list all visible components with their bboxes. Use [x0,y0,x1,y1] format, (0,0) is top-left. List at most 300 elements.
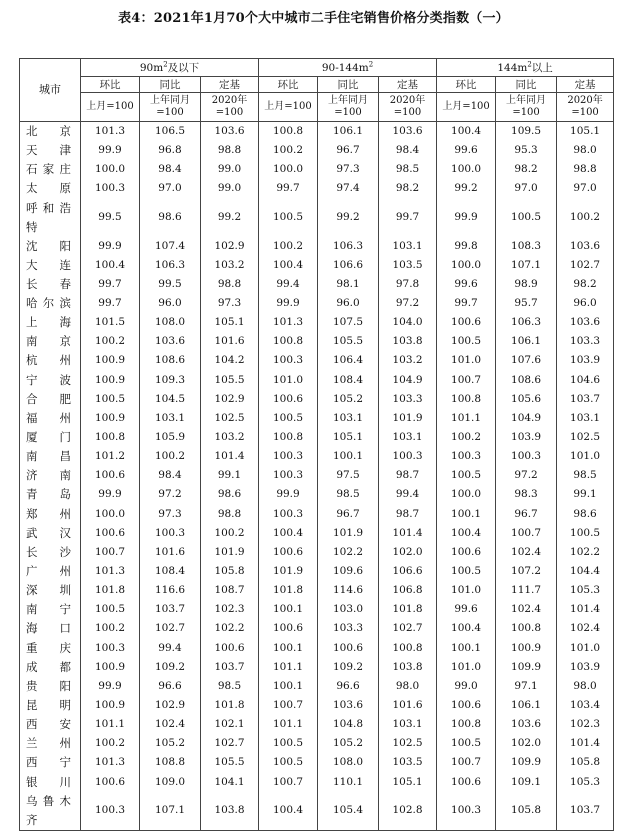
header-base-yoy: 上年同月 =100 [496,93,557,122]
table-row [20,505,614,524]
index-value: 102.4 [496,600,557,619]
index-value: 101.9 [318,524,379,543]
header-base-base: 2020年 =100 [379,93,437,122]
index-value: 99.7 [437,294,496,313]
index-value: 102.9 [201,390,259,409]
index-value: 101.3 [81,753,140,772]
index-value: 100.6 [81,524,140,543]
index-value: 100.3 [259,351,318,370]
index-value: 98.4 [140,160,201,179]
index-value: 100.6 [81,466,140,485]
index-value: 102.3 [201,600,259,619]
index-value: 102.5 [557,428,614,447]
index-value: 100.9 [81,351,140,370]
table-row [20,256,614,275]
index-value: 101.4 [557,600,614,619]
index-value: 104.6 [557,371,614,390]
index-value: 100.8 [259,122,318,142]
index-value: 102.7 [557,256,614,275]
index-value: 97.2 [140,485,201,504]
index-value: 103.8 [201,792,259,831]
index-value: 104.1 [201,773,259,792]
index-value: 103.1 [318,409,379,428]
index-value: 103.3 [379,390,437,409]
index-value: 105.5 [201,753,259,772]
city-name: 呼和浩特 [20,199,81,237]
index-value: 101.0 [437,581,496,600]
index-value: 100.3 [259,447,318,466]
index-value: 100.5 [259,199,318,237]
index-value: 100.7 [437,753,496,772]
index-value: 99.9 [81,677,140,696]
index-value: 100.7 [259,696,318,715]
index-value: 103.6 [201,122,259,142]
header-sub-mom: 环比 [81,77,140,93]
index-value: 96.7 [318,505,379,524]
index-value: 102.8 [379,792,437,831]
index-value: 96.7 [496,505,557,524]
index-value: 99.7 [81,294,140,313]
index-value: 98.7 [379,466,437,485]
header-sub-mom: 环比 [437,77,496,93]
index-value: 101.4 [379,524,437,543]
index-value: 99.4 [259,275,318,294]
index-value: 107.2 [496,562,557,581]
table-row [20,581,614,600]
index-value: 100.4 [81,256,140,275]
index-value: 100.3 [259,466,318,485]
index-value: 101.1 [81,715,140,734]
index-value: 96.6 [140,677,201,696]
index-value: 109.0 [140,773,201,792]
index-value: 100.4 [437,524,496,543]
index-value: 106.3 [140,256,201,275]
index-value: 98.7 [379,505,437,524]
index-value: 105.5 [201,371,259,390]
index-value: 111.7 [496,581,557,600]
table-row [20,600,614,619]
index-value: 99.9 [81,237,140,256]
index-value: 105.3 [557,581,614,600]
index-value: 103.6 [557,313,614,332]
city-name: 深圳 [20,581,81,600]
city-name: 银川 [20,773,81,792]
index-value: 102.5 [379,734,437,753]
index-value: 100.6 [81,773,140,792]
index-value: 108.6 [140,351,201,370]
index-value: 106.6 [318,256,379,275]
index-value: 114.6 [318,581,379,600]
index-value: 100.5 [437,562,496,581]
index-value: 100.4 [437,122,496,142]
index-value: 97.0 [140,179,201,198]
index-value: 98.1 [318,275,379,294]
index-value: 103.3 [318,619,379,638]
index-value: 100.8 [259,332,318,351]
index-value: 100.5 [496,199,557,237]
index-value: 100.0 [259,160,318,179]
header-sub-yoy: 同比 [140,77,201,93]
header-sub-base: 定基 [379,77,437,93]
index-value: 96.0 [557,294,614,313]
index-value: 100.2 [81,734,140,753]
index-value: 100.9 [81,696,140,715]
index-value: 103.1 [140,409,201,428]
index-value: 99.6 [437,275,496,294]
table-row [20,160,614,179]
index-value: 100.5 [259,753,318,772]
index-value: 100.2 [81,332,140,351]
header-city: 城市 [20,59,81,122]
index-value: 102.2 [318,543,379,562]
city-name: 厦门 [20,428,81,447]
index-value: 99.9 [259,485,318,504]
index-value: 104.0 [379,313,437,332]
index-value: 97.3 [140,505,201,524]
index-value: 101.8 [201,696,259,715]
header-sub-base: 定基 [557,77,614,93]
index-value: 101.8 [259,581,318,600]
index-value: 99.6 [437,600,496,619]
index-value: 101.4 [557,734,614,753]
city-name: 南宁 [20,600,81,619]
index-value: 107.1 [140,792,201,831]
index-value: 99.2 [318,199,379,237]
index-value: 101.0 [437,658,496,677]
index-value: 101.3 [81,122,140,142]
index-value: 100.5 [437,734,496,753]
index-value: 106.6 [379,562,437,581]
index-value: 98.8 [201,275,259,294]
index-value: 102.7 [201,734,259,753]
index-value: 102.2 [557,543,614,562]
city-name: 宁波 [20,371,81,390]
table-row [20,677,614,696]
index-value: 95.3 [496,141,557,160]
index-value: 96.6 [318,677,379,696]
index-value: 98.5 [557,466,614,485]
city-name: 大连 [20,256,81,275]
table-row [20,619,614,638]
index-value: 106.3 [496,313,557,332]
index-value: 108.4 [140,562,201,581]
header-base-yoy: 上年同月 =100 [318,93,379,122]
city-name: 昆明 [20,696,81,715]
header-sub-yoy: 同比 [496,77,557,93]
index-value: 99.1 [557,485,614,504]
header-group-small: $90m^2$及以下 [81,59,259,77]
index-value: 105.8 [496,792,557,831]
index-value: 100.3 [140,524,201,543]
index-value: 106.3 [318,237,379,256]
index-value: 100.9 [81,409,140,428]
table-row [20,371,614,390]
index-value: 100.2 [437,428,496,447]
index-value: 102.9 [140,696,201,715]
table-row [20,524,614,543]
index-value: 97.3 [318,160,379,179]
header-base-base: 2020年 =100 [201,93,259,122]
table-title: 表4：2021年1月70个大中城市二手住宅销售价格分类指数（一） [118,11,509,26]
index-value: 104.2 [201,351,259,370]
index-value: 99.8 [437,237,496,256]
index-value: 100.3 [81,179,140,198]
index-value: 99.0 [437,677,496,696]
city-name: 天津 [20,141,81,160]
header-base-mom: 上月=100 [259,93,318,122]
index-value: 99.2 [437,179,496,198]
index-value: 103.2 [201,256,259,275]
index-value: 97.1 [496,677,557,696]
index-value: 99.4 [379,485,437,504]
table-row [20,275,614,294]
index-value: 100.2 [201,524,259,543]
index-value: 103.1 [379,237,437,256]
index-value: 100.5 [259,409,318,428]
index-value: 100.6 [259,543,318,562]
index-value: 96.7 [318,141,379,160]
table-row [20,179,614,198]
index-value: 103.1 [379,428,437,447]
index-value: 99.4 [140,639,201,658]
index-value: 101.5 [81,313,140,332]
index-value: 100.8 [81,428,140,447]
index-value: 106.5 [140,122,201,142]
index-value: 98.2 [557,275,614,294]
index-value: 99.7 [259,179,318,198]
table-row [20,122,614,142]
index-value: 104.8 [318,715,379,734]
table-row [20,562,614,581]
city-name: 武汉 [20,524,81,543]
city-name: 合肥 [20,390,81,409]
index-value: 100.7 [437,371,496,390]
index-value: 106.1 [496,696,557,715]
index-value: 100.5 [81,390,140,409]
index-value: 99.0 [201,179,259,198]
index-value: 105.1 [201,313,259,332]
index-value: 103.6 [379,122,437,142]
index-value: 100.5 [259,734,318,753]
index-value: 101.9 [259,562,318,581]
table-row [20,351,614,370]
index-value: 101.0 [557,447,614,466]
index-value: 104.5 [140,390,201,409]
index-value: 99.7 [379,199,437,237]
index-value: 96.0 [318,294,379,313]
index-value: 103.6 [557,237,614,256]
index-value: 100.4 [259,256,318,275]
index-value: 101.6 [140,543,201,562]
index-value: 103.8 [379,332,437,351]
index-value: 101.6 [379,696,437,715]
index-value: 105.5 [318,332,379,351]
index-value: 105.2 [318,734,379,753]
header-sub-yoy: 同比 [318,77,379,93]
index-value: 100.1 [259,600,318,619]
city-name: 乌鲁木齐 [20,792,81,831]
header-group-large: $144m^2$以上 [437,59,614,77]
index-value: 103.7 [140,600,201,619]
index-value: 102.1 [201,715,259,734]
city-name: 石家庄 [20,160,81,179]
index-value: 100.0 [437,256,496,275]
index-value: 100.2 [557,199,614,237]
index-value: 103.9 [557,351,614,370]
city-name: 广州 [20,562,81,581]
index-value: 100.3 [259,505,318,524]
index-value: 100.3 [81,639,140,658]
index-value: 107.4 [140,237,201,256]
city-name: 长春 [20,275,81,294]
city-name: 南京 [20,332,81,351]
index-value: 99.9 [81,141,140,160]
table-row [20,409,614,428]
index-value: 105.8 [557,753,614,772]
city-name: 太原 [20,179,81,198]
index-value: 100.5 [81,600,140,619]
index-value: 102.0 [496,734,557,753]
index-value: 101.4 [201,447,259,466]
table-row [20,792,614,831]
index-value: 116.6 [140,581,201,600]
city-name: 福州 [20,409,81,428]
index-value: 100.2 [259,237,318,256]
index-value: 102.0 [379,543,437,562]
city-name: 海口 [20,619,81,638]
index-value: 98.8 [557,160,614,179]
table-row [20,141,614,160]
index-value: 108.3 [496,237,557,256]
city-name: 杭州 [20,351,81,370]
index-value: 103.2 [201,428,259,447]
index-value: 105.4 [318,792,379,831]
index-value: 109.9 [496,753,557,772]
index-value: 103.7 [201,658,259,677]
index-value: 109.5 [496,122,557,142]
index-value: 109.2 [318,658,379,677]
index-value: 99.1 [201,466,259,485]
index-value: 96.0 [140,294,201,313]
index-value: 102.4 [140,715,201,734]
header-base-yoy: 上年同月 =100 [140,93,201,122]
index-value: 98.6 [201,485,259,504]
index-value: 100.6 [259,390,318,409]
index-value: 101.3 [81,562,140,581]
index-value: 109.6 [318,562,379,581]
index-value: 107.6 [496,351,557,370]
index-value: 100.8 [437,390,496,409]
index-value: 98.0 [557,677,614,696]
index-value: 100.3 [496,447,557,466]
index-value: 108.8 [140,753,201,772]
index-value: 100.6 [201,639,259,658]
header-base-base: 2020年 =100 [557,93,614,122]
index-value: 99.5 [140,275,201,294]
header-base-mom: 上月=100 [81,93,140,122]
index-value: 103.4 [557,696,614,715]
city-name: 郑州 [20,505,81,524]
index-value: 103.3 [557,332,614,351]
index-value: 100.7 [496,524,557,543]
index-value: 99.7 [81,275,140,294]
index-value: 100.2 [140,447,201,466]
index-value: 97.3 [201,294,259,313]
index-value: 98.2 [496,160,557,179]
header-sub-base: 定基 [201,77,259,93]
index-value: 103.6 [140,332,201,351]
index-value: 107.1 [496,256,557,275]
index-value: 105.2 [318,390,379,409]
city-name: 重庆 [20,639,81,658]
index-value: 102.3 [557,715,614,734]
index-value: 99.5 [81,199,140,237]
index-value: 100.6 [318,639,379,658]
index-value: 98.6 [557,505,614,524]
index-value: 97.2 [496,466,557,485]
table-row [20,447,614,466]
index-value: 100.0 [81,160,140,179]
index-value: 97.0 [557,179,614,198]
city-name: 兰州 [20,734,81,753]
index-value: 108.0 [140,313,201,332]
table-row [20,332,614,351]
index-value: 100.8 [259,428,318,447]
index-value: 98.5 [201,677,259,696]
index-value: 109.2 [140,658,201,677]
table-row [20,734,614,753]
index-value: 103.7 [557,390,614,409]
index-value: 100.1 [437,639,496,658]
index-value: 100.2 [259,141,318,160]
index-value: 104.4 [557,562,614,581]
index-value: 100.8 [496,619,557,638]
table-row [20,658,614,677]
index-value: 95.7 [496,294,557,313]
index-value: 97.2 [379,294,437,313]
index-value: 100.2 [81,619,140,638]
index-value: 103.6 [318,696,379,715]
index-value: 101.6 [201,332,259,351]
table-row [20,294,614,313]
index-value: 110.1 [318,773,379,792]
index-value: 100.3 [437,792,496,831]
index-value: 103.6 [496,715,557,734]
index-value: 101.8 [81,581,140,600]
index-value: 104.9 [379,371,437,390]
index-value: 100.5 [437,332,496,351]
index-value: 100.7 [81,543,140,562]
index-value: 100.1 [318,447,379,466]
index-value: 98.3 [496,485,557,504]
index-value: 106.1 [318,122,379,142]
city-name: 青岛 [20,485,81,504]
index-value: 108.4 [318,371,379,390]
index-value: 98.2 [379,179,437,198]
table-row [20,543,614,562]
index-value: 100.3 [379,447,437,466]
index-value: 103.8 [379,658,437,677]
index-value: 103.9 [496,428,557,447]
index-value: 98.9 [496,275,557,294]
index-value: 100.3 [81,792,140,831]
index-value: 102.4 [496,543,557,562]
index-value: 99.9 [81,485,140,504]
index-value: 100.9 [81,371,140,390]
table-row [20,639,614,658]
index-value: 102.7 [140,619,201,638]
index-value: 100.0 [437,160,496,179]
